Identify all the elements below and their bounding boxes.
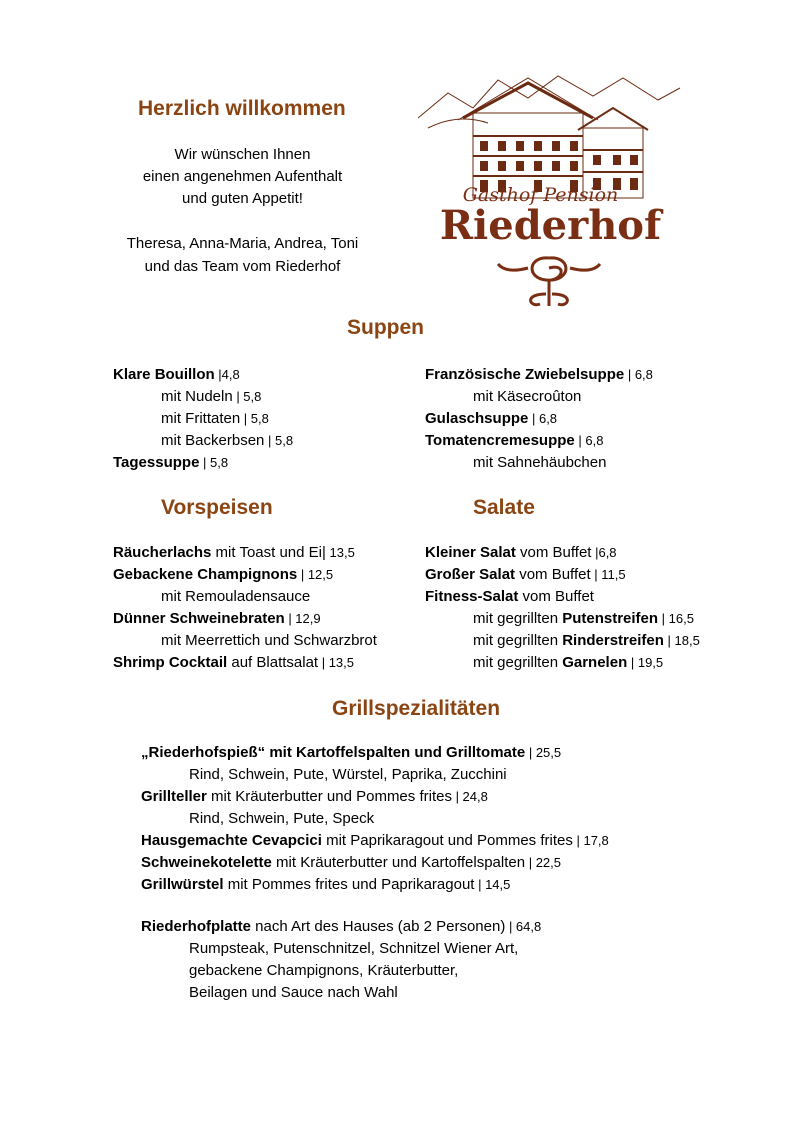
menu-item: gebackene Champignons, Kräuterbutter, — [189, 962, 459, 979]
menu-item: Rind, Schwein, Pute, Würstel, Paprika, Zucchini — [189, 766, 507, 783]
menu-item: Dünner Schweinebraten | 12,9 — [113, 610, 321, 627]
welcome-line-3: und guten Appetit! — [182, 190, 303, 207]
menu-item: mit gegrillten Rinderstreifen | 18,5 — [473, 632, 700, 649]
menu-item: Gulaschsuppe | 6,8 — [425, 410, 558, 427]
menu-item: mit Nudeln | 5,8 — [161, 388, 262, 405]
menu-item: mit Meerrettich und Schwarzbrot — [161, 632, 377, 649]
menu-item: Shrimp Cocktail auf Blattsalat | 13,5 — [113, 654, 354, 671]
menu-item: Rumpsteak, Putenschnitzel, Schnitzel Wiener Art, — [189, 940, 519, 957]
menu-item: mit Frittaten | 5,8 — [161, 410, 269, 427]
menu-item: Klare Bouillon |4,8 — [113, 366, 240, 383]
menu-item: Gebackene Champignons | 12,5 — [113, 566, 334, 583]
welcome-line-5: und das Team vom Riederhof — [144, 258, 341, 275]
menu-item: Französische Zwiebelsuppe | 6,8 — [425, 366, 653, 383]
menu-item: mit gegrillten Garnelen | 19,5 — [473, 654, 664, 671]
section-title-suppen: Suppen — [347, 316, 424, 339]
menu-item: Hausgemachte Cevapcici mit Paprikaragout und Pommes frites | 17,8 — [141, 832, 609, 849]
welcome-line-4: Theresa, Anna-Maria, Andrea, Toni — [126, 235, 359, 252]
menu-item: mit Remouladensauce — [161, 588, 311, 605]
welcome-title: Herzlich willkommen — [138, 97, 346, 120]
menu-item: Rind, Schwein, Pute, Speck — [189, 810, 375, 827]
menu-item: Kleiner Salat vom Buffet |6,8 — [425, 544, 617, 561]
riederhof-logo — [418, 58, 680, 310]
menu-item: Tomatencremesuppe | 6,8 — [425, 432, 604, 449]
menu-item: Grillteller mit Kräuterbutter und Pommes frites | 24,8 — [141, 788, 488, 805]
section-title-salate: Salate — [473, 496, 535, 519]
menu-item: Grillwürstel mit Pommes frites und Paprikaragout | 14,5 — [141, 876, 511, 893]
menu-item: Großer Salat vom Buffet | 11,5 — [425, 566, 626, 583]
menu-item: „Riederhofspieß“ mit Kartoffelspalten und Grilltomate | 25,5 — [141, 744, 562, 761]
section-title-grill: Grillspezialitäten — [332, 697, 501, 720]
welcome-line-1: Wir wünschen Ihnen — [174, 146, 311, 163]
menu-item: Räucherlachs mit Toast und Ei| 13,5 — [113, 544, 355, 561]
menu-item: Riederhofplatte nach Art des Hauses (ab 2 Personen) | 64,8 — [141, 918, 542, 935]
menu-item: mit Käsecroûton — [473, 388, 582, 405]
section-title-vorspeisen: Vorspeisen — [161, 496, 273, 519]
menu-item: mit Sahnehäubchen — [473, 454, 607, 471]
menu-item: Schweinekotelette mit Kräuterbutter und Kartoffelspalten | 22,5 — [141, 854, 561, 871]
logo-subtitle: Gasthof Pension — [462, 184, 619, 206]
menu-item: mit Backerbsen | 5,8 — [161, 432, 294, 449]
welcome-line-2: einen angenehmen Aufenthalt — [142, 168, 343, 185]
logo-name: Riederhof — [439, 202, 662, 249]
menu-item: mit gegrillten Putenstreifen | 16,5 — [473, 610, 694, 627]
menu-item: Fitness-Salat vom Buffet — [425, 588, 594, 605]
menu-item: Beilagen und Sauce nach Wahl — [189, 984, 398, 1001]
menu-item: Tagessuppe | 5,8 — [113, 454, 229, 471]
